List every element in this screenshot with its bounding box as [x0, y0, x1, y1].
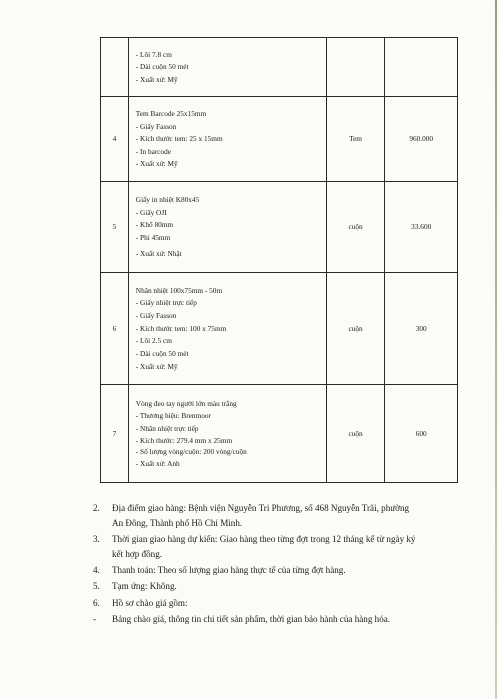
spec-line: - Phi 45mm	[135, 232, 171, 242]
row-number	[101, 38, 129, 97]
unit-cell: Tem	[326, 97, 385, 182]
spec-line: - Thương hiệu: Brenmoor	[135, 411, 211, 421]
list-item	[93, 566, 478, 575]
quantity-cell: 960.000	[385, 97, 458, 182]
item-number: 5.	[93, 581, 100, 592]
table-row	[101, 97, 458, 182]
row-number: 7	[101, 385, 129, 483]
row-number: 5	[101, 182, 129, 273]
item-bullet: -	[93, 613, 97, 624]
table-row	[101, 182, 458, 273]
spec-line: - Kích thước: 279.4 mm x 25mm	[135, 435, 233, 445]
item-number: 4.	[93, 565, 100, 576]
spec-line: - Xuất xứ: Anh	[135, 458, 180, 468]
unit-cell: cuộn	[326, 385, 385, 483]
spec-line: Vòng đeo tay người lớn màu trắng	[135, 398, 237, 408]
unit-cell	[326, 38, 385, 97]
product-description	[128, 273, 326, 385]
product-description	[128, 182, 326, 273]
spec-line: - Khổ 80mm	[135, 220, 174, 230]
list-item	[93, 504, 478, 528]
spec-line: Giấy in nhiệt K80x45	[135, 194, 200, 204]
product-description	[128, 38, 326, 97]
quantity-cell	[385, 38, 458, 97]
item-text: Thời gian giao hàng dự kiến: Giao hàng theo từng đợt trong 12 tháng kể từ ngày ký	[112, 534, 416, 545]
table-row	[101, 38, 458, 97]
unit-cell: cuộn	[326, 273, 385, 385]
item-text: Địa điểm giao hàng: Bệnh viện Nguyễn Tri Phương, số 468 Nguyễn Trãi, phường	[112, 503, 410, 513]
spec-line: - Giấy Fasson	[135, 311, 177, 321]
spec-line: - Dài cuộn 50 mét	[135, 348, 189, 358]
spec-line: - Giấy Fasson	[135, 121, 177, 131]
list-item	[93, 582, 478, 591]
table-row	[101, 273, 458, 385]
product-spec-table	[100, 37, 458, 483]
list-item	[93, 615, 478, 624]
spec-line: - Kích thước tem: 100 x 75mm	[135, 323, 227, 333]
spec-line: - Xuất xứ: Nhật	[135, 249, 182, 259]
spec-line: - Lõi 7.8 cm	[135, 49, 172, 59]
item-text: Bảng chào giá, thông tin chi tiết sản phẩm, thời gian bảo hành của hàng hóa.	[112, 613, 391, 624]
spec-line: - In barcode	[135, 146, 172, 156]
item-number: 3.	[93, 534, 100, 545]
quantity-cell: 33.600	[385, 182, 458, 273]
table-row	[101, 385, 458, 483]
item-number: 2.	[93, 503, 100, 513]
scan-edge	[495, 0, 497, 699]
quantity-cell: 600	[385, 385, 458, 483]
item-continuation: An Đông, Thành phố Hồ Chí Minh.	[112, 518, 243, 529]
item-text: Hồ sơ chào giá gồm:	[112, 597, 188, 608]
row-number: 4	[101, 97, 129, 182]
terms-list	[93, 504, 478, 631]
list-item	[93, 535, 478, 559]
item-text: Tạm ứng: Không.	[112, 581, 177, 592]
spec-line: - Số lượng vòng/cuộn: 200 vòng/cuộn	[135, 447, 247, 457]
spec-line: Tem Barcode 25x15mm	[135, 108, 207, 118]
spec-line: - Nhãn nhiệt trực tiếp	[135, 423, 199, 433]
item-text: Thanh toán: Theo số lượng giao hàng thực tế của từng đợt hàng.	[112, 565, 346, 576]
item-continuation: kết hợp đồng.	[112, 549, 163, 560]
product-description	[128, 385, 326, 483]
spec-line: - Xuất xứ: Mỹ	[135, 74, 178, 84]
spec-line: - Dài cuộn 50 mét	[135, 62, 189, 72]
spec-line: Nhãn nhiệt 100x75mm - 50m	[135, 285, 223, 295]
spec-line: - Giấy OJI	[135, 207, 167, 217]
item-number: 6.	[93, 597, 100, 608]
unit-cell: cuộn	[326, 182, 385, 273]
row-number: 6	[101, 273, 129, 385]
spec-line: - Giấy nhiệt trực tiếp	[135, 298, 197, 308]
spec-line: - Xuất xứ: Mỹ	[135, 159, 178, 169]
list-item	[93, 599, 478, 608]
spec-line: - Kích thước tem: 25 x 15mm	[135, 134, 223, 144]
spec-line: - Lõi 2.5 cm	[135, 336, 172, 346]
product-description	[128, 97, 326, 182]
spec-line: - Xuất xứ: Mỹ	[135, 361, 178, 371]
quantity-cell: 300	[385, 273, 458, 385]
